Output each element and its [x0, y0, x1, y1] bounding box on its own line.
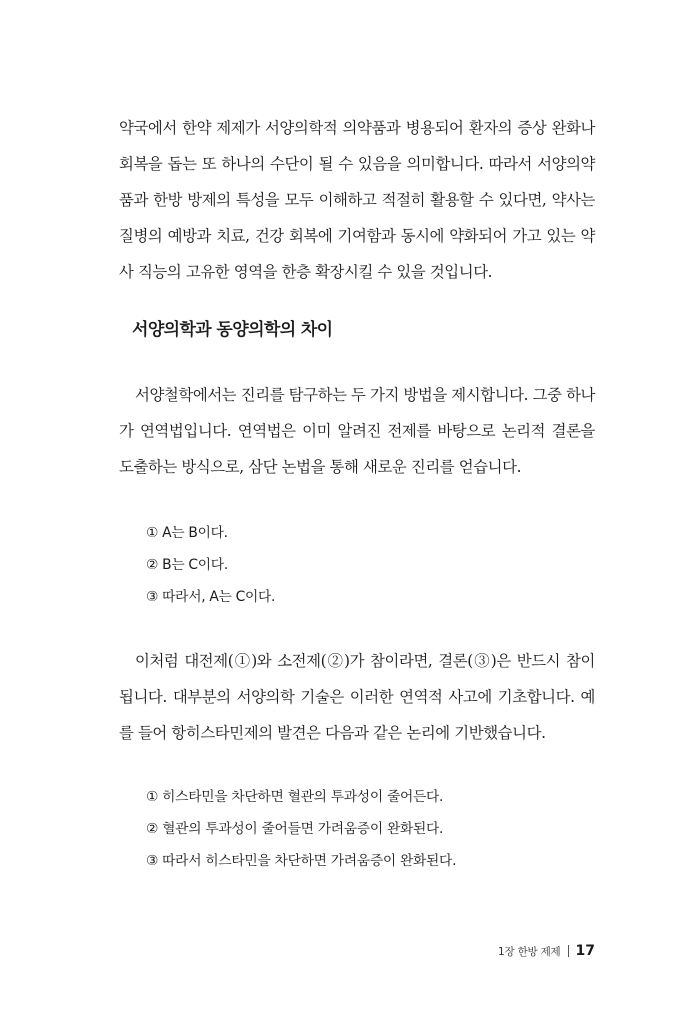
- page-number: 17: [575, 943, 595, 959]
- body-paragraph-3: 이처럼 대전제(①)와 소전제(②)가 참이라면, 결론(③)은 반드시 참이 됩니다. 대부분의 서양의학 기술은 이러한 연역적 사고에 기초합니다. 예를 들어 항히스타민제의 발견은 다음과 같은 논리에 기반했습니다.: [119, 652, 595, 742]
- syllogism-item: ① 히스타민을 차단하면 혈관의 투과성이 줄어든다.: [146, 789, 444, 805]
- syllogism-list-2: [146, 781, 456, 877]
- section-heading: 서양의학과 동양의학의 차이: [132, 320, 333, 340]
- syllogism-list-1: [146, 517, 275, 613]
- body-paragraph-1: 약국에서 한약 제제가 서양의학적 의약품과 병용되어 환자의 증상 완화나 회복을 돕는 또 하나의 수단이 될 수 있음을 의미합니다. 따라서 서양의약품과 한방 방제의 특성을 모두 이해하고 적절히 활용할 수 있다면, 약사는 질병의 예방과 치료, 건강 회복에 기여함과 동시에 약화되어 가고 있는 약사 직능의 고유한 영역을 한층 확장시킬 수 있을 것입니다.: [119, 119, 595, 281]
- syllogism-item: ② B는 C이다.: [146, 557, 228, 573]
- body-paragraph-2: 서양철학에서는 진리를 탐구하는 두 가지 방법을 제시합니다. 그중 하나가 연역법입니다. 연역법은 이미 알려진 전제를 바탕으로 논리적 결론을 도출하는 방식으로, 삼단 논법을 통해 새로운 진리를 얻습니다.: [119, 386, 595, 476]
- page-footer: [498, 943, 595, 959]
- chapter-title: 1장 한방 제제: [498, 945, 561, 958]
- syllogism-item: ① A는 B이다.: [146, 525, 228, 541]
- footer-divider: [568, 945, 569, 957]
- syllogism-item: ② 혈관의 투과성이 줄어들면 가려움증이 완화된다.: [146, 821, 444, 837]
- syllogism-item: ③ 따라서, A는 C이다.: [146, 589, 276, 605]
- syllogism-item: ③ 따라서 히스타민을 차단하면 가려움증이 완화된다.: [146, 853, 457, 869]
